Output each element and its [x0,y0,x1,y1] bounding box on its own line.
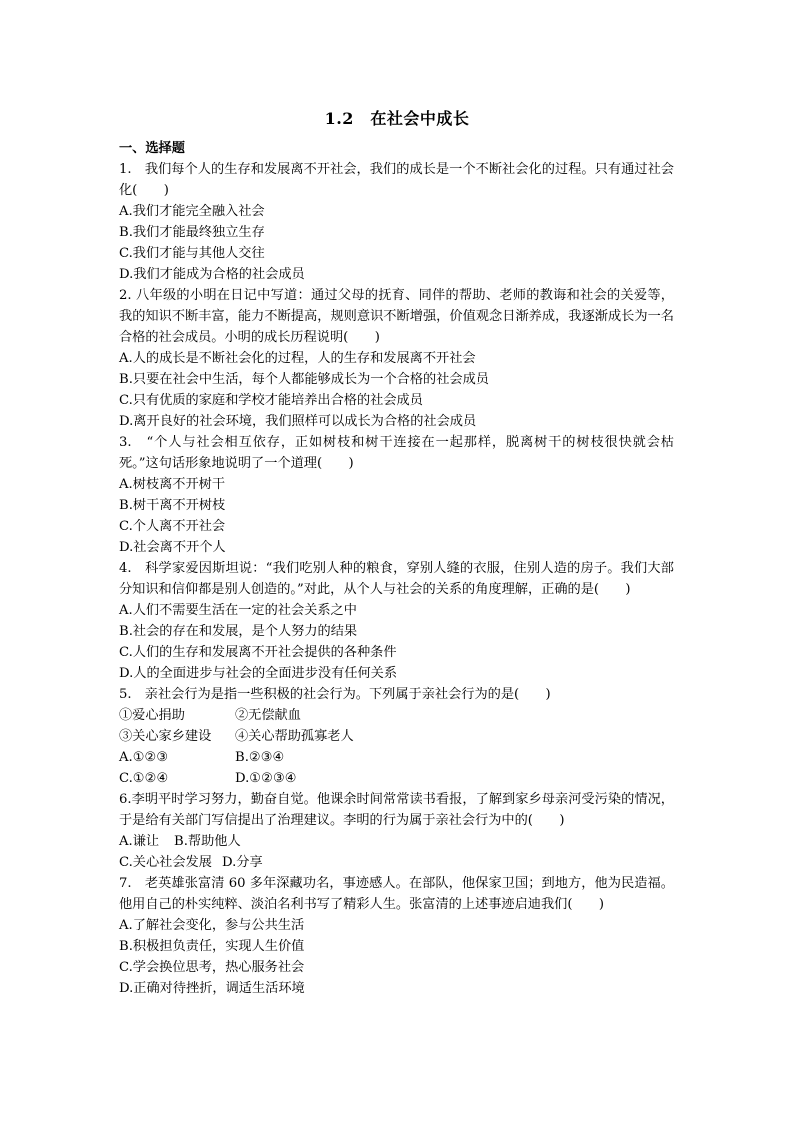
option-d: D.社会离不开个人 [119,540,226,555]
question-text: 4. 科学家爱因斯坦说：“我们吃别人种的粮食，穿别人缝的衣服，住别人造的房子。我们大部分知识和信仰都是别人创造的。”对此，从个人与社会的关系的角度理解，正确的是( ) [119,561,674,597]
option-b: B.②③④ [235,750,285,765]
statement-item: ①爱心捐助 [119,708,185,723]
option-c: C.关心社会发展 [119,855,212,870]
option-c: C.我们才能与其他人交往 [119,246,265,261]
option-a: A.树枝离不开树干 [119,477,226,492]
question-7 [119,873,674,999]
option-c: C.只有优质的家庭和学校才能培养出合格的社会成员 [119,393,423,408]
question-3 [119,432,674,558]
option-d: D.人的全面进步与社会的全面进步没有任何关系 [119,666,398,681]
option-row [119,852,674,873]
option-a: A.谦让 [119,834,160,849]
option-row [119,747,674,768]
option-c: C.①②④ [119,771,169,786]
question-5 [119,684,674,789]
question-4 [119,558,674,684]
option-b: B.树干离不开树枝 [119,498,226,513]
question-2 [119,285,674,432]
question-text: 6.李明平时学习努力，勤奋自觉。他课余时间常常读书看报，了解到家乡母亲河受污染的情况，于是给有关部门写信提出了治理建议。李明的行为属于亲社会行为中的( ) [119,792,674,828]
question-text: 2. 八年级的小明在日记中写道：通过父母的抚育、同伴的帮助、老师的教诲和社会的关爱等，我的知识不断丰富，能力不断提高，规则意识不断增强，价值观念日渐养成，我逐渐成长为一名合格的社会成员。小明的成长历程说明( ) [119,288,674,345]
option-a: A.我们才能完全融入社会 [119,204,265,219]
option-b: B.只要在社会中生活，每个人都能够成长为一个合格的社会成员 [119,372,489,387]
document-body [119,138,674,999]
page-title: 1.2 在社会中成长 [324,109,470,128]
option-d: D.分享 [222,855,263,870]
statement-item: ④关心帮助孤寡老人 [235,729,354,744]
statement-item: ②无偿献血 [235,708,301,723]
section-heading: 一、选择题 [119,141,185,156]
option-b: B.积极担负责任，实现人生价值 [119,939,305,954]
question-6 [119,789,674,873]
question-1 [119,159,674,285]
option-row [119,768,674,789]
question-text: 5. 亲社会行为是指一些积极的社会行为。下列属于亲社会行为的是( ) [119,687,551,702]
statement-item: ③关心家乡建设 [119,729,212,744]
option-a: A.人的成长是不断社会化的过程，人的生存和发展离不开社会 [119,351,476,366]
option-d: D.离开良好的社会环境，我们照样可以成长为合格的社会成员 [119,414,477,429]
option-a: A.①②③ [119,750,169,765]
option-b: B.我们才能最终独立生存 [119,225,265,240]
option-c: C.学会换位思考，热心服务社会 [119,960,305,975]
option-b: B.社会的存在和发展，是个人努力的结果 [119,624,358,639]
question-text: 1. 我们每个人的生存和发展离不开社会，我们的成长是一个不断社会化的过程。只有通过社会化( ) [119,162,674,198]
option-a: A.了解社会变化，参与公共生活 [119,918,305,933]
option-d: D.①②③④ [235,771,297,786]
question-text: 7. 老英雄张富清 60 多年深藏功名，事迹感人。在部队，他保家卫国；到地方，他为民造福。他用自己的朴实纯粹、淡泊名利书写了精彩人生。张富清的上述事迹启迪我们( ) [119,876,674,912]
option-row [119,831,674,852]
option-a: A.人们不需要生活在一定的社会关系之中 [119,603,357,618]
option-c: C.个人离不开社会 [119,519,226,534]
option-d: D.正确对待挫折，调适生活环境 [119,981,305,996]
question-text: 3. “个人与社会相互依存，正如树枝和树干连接在一起那样，脱离树干的树枝很快就会枯死。”这句话形象地说明了一个道理( ) [119,435,674,471]
option-c: C.人们的生存和发展离不开社会提供的各种条件 [119,645,397,660]
statement-row [119,726,674,747]
statement-row [119,705,674,726]
option-b: B.帮助他人 [174,834,241,849]
option-d: D.我们才能成为合格的社会成员 [119,267,305,282]
